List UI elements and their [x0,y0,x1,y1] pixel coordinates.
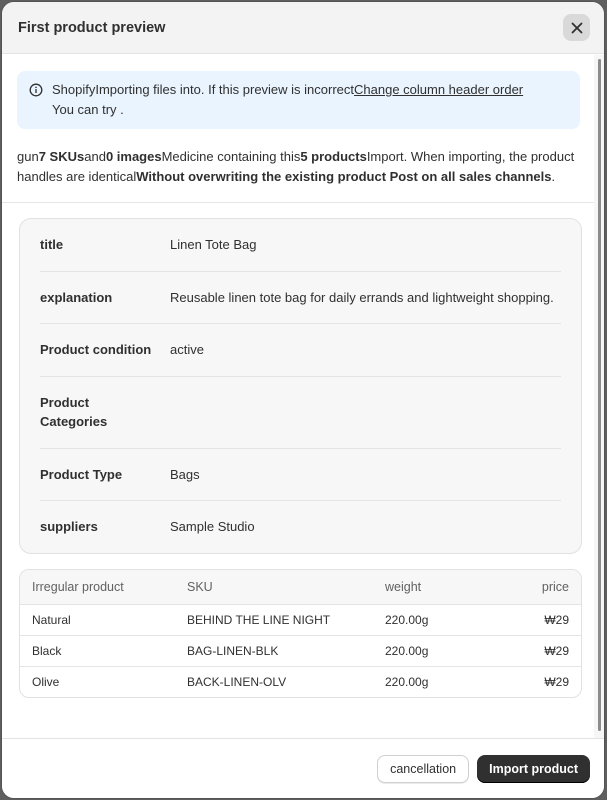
variant-price: ₩29 [544,612,569,627]
detail-label: Product Type [40,466,123,482]
detail-value: Linen Tote Bag [170,237,257,252]
variant-price: ₩29 [544,643,569,658]
detail-label: title [40,237,64,252]
modal-scrollbar[interactable] [594,55,604,738]
close-icon [571,22,583,34]
product-preview-modal [2,2,604,798]
detail-row-type [40,449,561,502]
detail-value: active [170,342,204,357]
variant-price: ₩29 [544,674,569,689]
banner-text [52,80,523,120]
column-header: Irregular product [32,579,124,594]
banner-message: ShopifyImporting files into. If this preview is incorrect [52,82,355,97]
modal-body[interactable] [2,55,594,738]
detail-value [170,393,561,432]
variant-name: Olive [32,674,60,689]
detail-row-condition [40,324,561,377]
detail-row-title [40,219,561,272]
banner-message-after: You can try . [52,102,124,117]
change-column-header-link[interactable]: Change column header order [354,82,524,97]
summary-text: and [84,149,106,164]
cancel-button[interactable]: cancellation [377,755,469,783]
image-count: 0 images [105,149,162,164]
import-summary [2,129,594,203]
summary-text: gun [17,149,39,164]
detail-label: Product condition [40,342,152,357]
column-header: price [541,579,569,594]
table-header-row [20,570,581,604]
variant-table [19,569,582,698]
info-icon [29,80,44,100]
column-header: weight [385,579,422,594]
modal-header [2,2,604,54]
variant-sku: BACK-LINEN-OLV [187,674,287,689]
close-button[interactable] [563,14,590,41]
detail-label: suppliers [40,519,98,534]
table-row [20,604,581,635]
modal-title: First product preview [18,19,166,36]
variant-name: Black [32,643,62,658]
summary-text: . [551,168,556,184]
detail-row-explanation [40,272,561,325]
variant-weight: 220.00g [385,643,429,658]
modal-footer [2,738,604,798]
table-row [20,635,581,666]
product-detail-card [19,218,582,554]
detail-value: Reusable linen tote bag for daily errands and lightweight shopping. [170,289,554,305]
detail-row-categories [40,377,561,449]
table-row [20,666,581,697]
detail-value: Sample Studio [170,519,255,534]
detail-row-suppliers [40,501,561,553]
variant-sku: BAG-LINEN-BLK [187,643,279,658]
overwrite-notice: Without overwriting the existing product Post on all sales channels [136,168,552,184]
info-banner [17,71,580,129]
sku-count: 7 SKUs [38,149,85,164]
product-count: 5 products [300,149,367,164]
summary-text: Medicine containing this [161,149,301,164]
column-header: SKU [187,579,213,594]
import-product-button[interactable]: Import product [477,755,590,783]
detail-label: explanation [40,289,113,305]
variant-weight: 220.00g [385,674,429,689]
detail-value: Bags [170,466,200,482]
variant-name: Natural [32,612,71,627]
summary-text: Import. When importing, the product handles are identical [17,149,575,184]
variant-sku: BEHIND THE LINE NIGHT [187,612,331,627]
detail-label: Product Categories [40,394,108,429]
variant-weight: 220.00g [385,612,429,627]
scrollbar-thumb[interactable] [598,59,601,731]
